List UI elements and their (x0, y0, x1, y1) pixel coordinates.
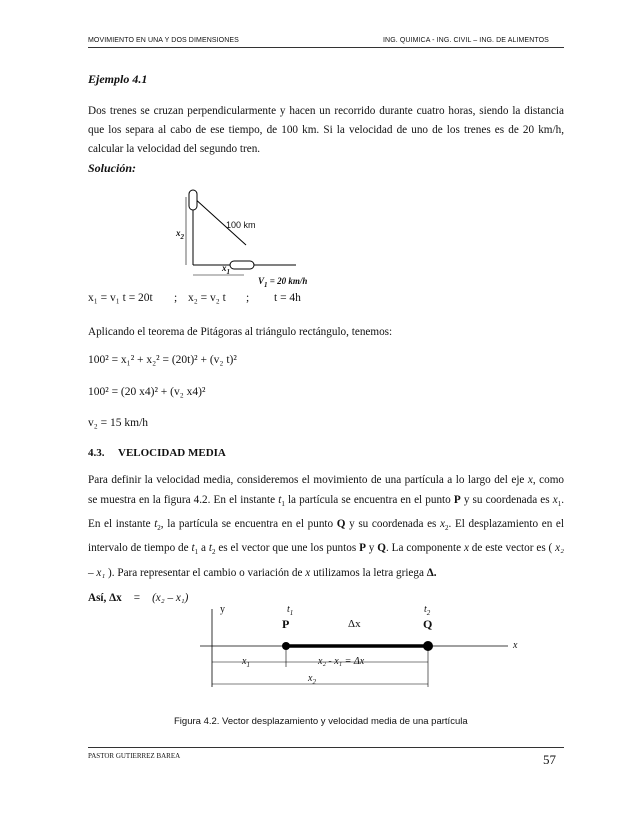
header-rule (88, 47, 564, 48)
example-title: Ejemplo 4.1 (88, 72, 148, 86)
running-header-right: ING. QUIMICA - ING. CIVIL – ING. DE ALIMENTOS (383, 37, 549, 44)
result-equation: v₂ = 15 km/h (88, 417, 149, 429)
t2-label: $t_2$ (424, 604, 431, 617)
x1-label: $x_1$ (222, 263, 230, 276)
x-axis-label: x (513, 640, 518, 651)
delta-x-label: Δx (348, 618, 361, 630)
difference-label: x₂ - x₁ = Δx (318, 656, 365, 667)
train-2-icon (189, 190, 197, 210)
hypotenuse-label: 100 km (226, 220, 256, 230)
y-axis-label: y (220, 604, 225, 615)
kinematic-equation-1: x₁ = v₁ t = 20t (88, 292, 153, 304)
footer-rule (88, 747, 564, 748)
pythagoras-text: Aplicando el teorema de Pitágoras al triángulo rectángulo, tenemos: (88, 326, 393, 338)
x2-axis-label: $x_2$ (308, 673, 316, 686)
footer-author: PASTOR GUTIERREZ BAREA (88, 752, 181, 760)
solution-label: Solución: (88, 161, 137, 175)
page-number: 57 (543, 752, 556, 767)
train-1-icon (230, 261, 254, 269)
running-header-left: MOVIMIENTO EN UNA Y DOS DIMENSIONES (88, 37, 239, 44)
time-value: t = 4h (274, 292, 301, 304)
x1-axis-label: $x_1$ (242, 656, 250, 669)
example-statement: Dos trenes se cruzan perpendicularmente y hacen un recorrido durante cuatro horas, siendo la distancia que los separa al cabo de ese tiempo, de 100 km. Si la velocidad de uno de los trenes es de 20 km/h, calcular la velocidad del segundo tren. (88, 105, 564, 155)
v1-label: $V_1 = 20$ km/h (258, 276, 308, 289)
substituted-equation: 100² = (20 x4)² + (v₂ x4)² (88, 386, 206, 398)
velocity-paragraph: Para definir la velocidad media, consideremos el movimiento de una partícula a lo largo del eje x, como se muestra en la figura 4.2. En el instante $t_1$ la partícula se encuentra en el punto P y su coordenada es $x_1$. En el instante $t_2$, la partícula se encuentra en el punto Q y su coordenada es $x_2$. El desplazamiento en el intervalo de tiempo de $t_1$ a $t_2$ es el vector que une los puntos P y Q. La componente x de este vector es ( x₂ – x₁ ). Para representar el cambio o variación de x utilizamos la letra griega Δ. (88, 474, 565, 579)
Q-label: Q (423, 617, 433, 631)
section-title: VELOCIDAD MEDIA (118, 447, 226, 459)
delta-definition: Así, Δx = (x₂ – x₁) (88, 592, 189, 604)
separator: ; (246, 292, 250, 304)
figure-caption: Figura 4.2. Vector desplazamiento y velocidad media de una partícula (174, 716, 468, 727)
x2-label: $x_2$ (176, 228, 184, 241)
train-triangle-diagram (168, 185, 328, 290)
t1-label: $t_1$ (287, 604, 294, 617)
separator: ; (174, 292, 178, 304)
P-label: P (282, 617, 290, 631)
pythagoras-equation: 100² = x₁² + x₂² = (20t)² + (v₂ t)² (88, 354, 237, 366)
kinematic-equation-2: x₂ = v₂ t (188, 292, 226, 304)
section-number: 4.3. (88, 447, 105, 459)
